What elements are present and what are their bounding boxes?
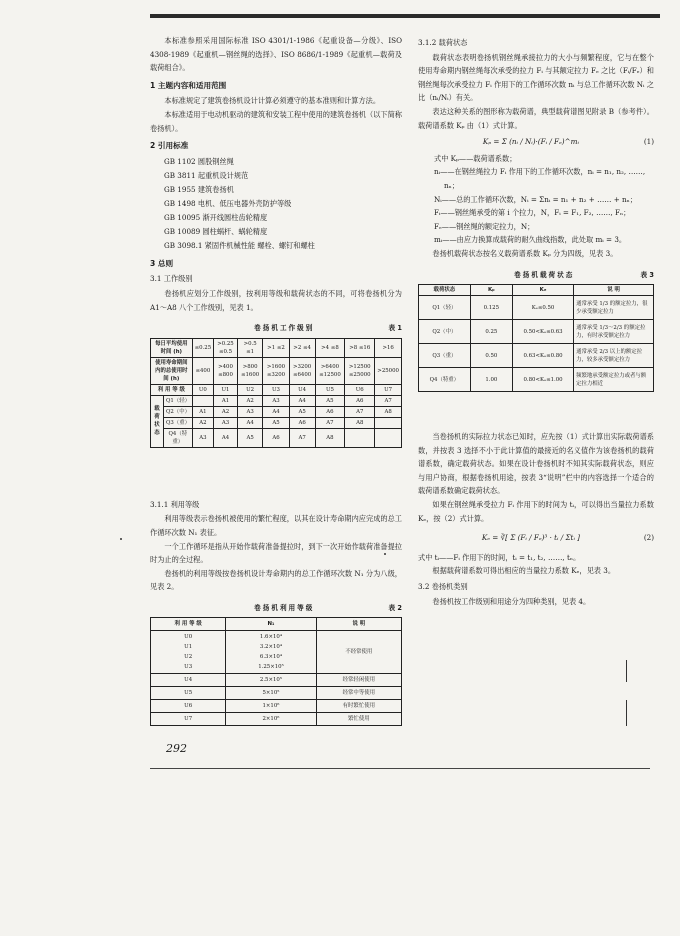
table-cell: A8 bbox=[375, 406, 402, 417]
table-cell: A3 bbox=[263, 395, 289, 406]
table-3-load-state bbox=[418, 284, 654, 392]
left-column bbox=[150, 34, 402, 726]
section-1-heading: 1 主题内容和适用范围 bbox=[150, 80, 227, 90]
cycle-value: 1.25×10⁵ bbox=[258, 664, 284, 671]
level-label: U2 bbox=[184, 654, 193, 661]
table-cell: >12500 ≤25000 bbox=[345, 357, 375, 384]
section-3-1-1-paragraph-3: 卷扬机的利用等级按卷扬机设计寿命期内的总工作循环次数 N₁ 分为八级，见表 2。 bbox=[150, 568, 402, 592]
table-cell: 通常承受 2/3 以上的额定拉力，较多承受额定拉力 bbox=[574, 344, 654, 368]
table-cell: >8 ≤16 bbox=[345, 338, 375, 357]
table-header-cell: Kₚ bbox=[470, 285, 512, 296]
standard-item: GB 3811 起重机设计规范 bbox=[164, 170, 249, 180]
level-label: U1 bbox=[184, 644, 193, 651]
table-cell: A3 bbox=[214, 417, 238, 428]
table-row bbox=[151, 674, 402, 687]
table-cell: A1 bbox=[214, 395, 238, 406]
table-cell bbox=[226, 631, 316, 674]
definition-item: Nᵢ——总的工作循环次数，Nᵢ = Σnᵢ = n₁ + n₂ + …… + nₙ； bbox=[434, 194, 637, 204]
table-cell: 经常中等使用 bbox=[316, 687, 401, 700]
section-3-1-heading: 3.1 工作级别 bbox=[150, 274, 193, 284]
section-3-1-paragraph: 卷扬机应划分工作级别，按利用等级和载荷状态的不同，可将卷扬机分为 A1～A8 八个工作级别，见表 1。 bbox=[150, 288, 402, 312]
table-cell: A4 bbox=[214, 428, 238, 447]
table-cell bbox=[151, 631, 226, 674]
table-cell: 0.63<Kₑ≤0.80 bbox=[512, 344, 573, 368]
table-row bbox=[419, 344, 654, 368]
table-cell: A5 bbox=[315, 395, 345, 406]
definition-item: mᵢ——由应力换算成载荷的耐久曲线指数，此处取 mᵢ = 3。 bbox=[434, 235, 627, 245]
section-3-1-2-paragraph-1: 载荷状态表明卷扬机钢丝绳承接拉力的大小与频繁程度，它与在整个使用寿命期内钢丝绳每次承受的拉力 Fᵢ 与其额定拉力 Fₑ 之比（Fᵢ/Fₑ）和钢丝绳每次承受拉力 Fᵢ 作用下的工作循环次数 nᵢ 与总工作循环次数 Nᵢ 之比（nᵢ/Nᵢ）有关。 bbox=[418, 52, 654, 103]
table-cell: Q3（重） bbox=[164, 417, 193, 428]
standard-item: GB 10089 圆柱蜗杆、蜗轮精度 bbox=[164, 226, 268, 236]
standard-item: GB 3098.1 紧固件机械性能 螺栓、螺钉和螺柱 bbox=[164, 240, 315, 250]
table-cell: A7 bbox=[345, 406, 375, 417]
referenced-standards-list bbox=[150, 155, 402, 253]
table-cell: 1.00 bbox=[470, 368, 512, 392]
table-cell: A5 bbox=[289, 406, 315, 417]
section-2-heading: 2 引用标准 bbox=[150, 141, 189, 151]
table-cell: U4 bbox=[151, 674, 226, 687]
table-row bbox=[151, 417, 402, 428]
table-2-caption bbox=[150, 602, 402, 616]
section-3-2-heading: 3.2 卷扬机类别 bbox=[418, 582, 468, 592]
right-column bbox=[418, 34, 654, 608]
table-cell: Kₑ≤0.50 bbox=[512, 296, 573, 320]
table-cell: U6 bbox=[151, 700, 226, 713]
table-cell: Q3（重） bbox=[419, 344, 471, 368]
table-cell: U2 bbox=[237, 384, 263, 395]
table-cell: >3200 ≤6400 bbox=[289, 357, 315, 384]
definition-item: Fᵢ——钢丝绳承受的第 i 个拉力，N，Fᵢ = F₁, F₂, ……, Fₙ； bbox=[434, 208, 631, 218]
table-cell: A5 bbox=[263, 417, 289, 428]
table-header-cell: 利 用 等 级 bbox=[151, 618, 226, 631]
table-cell: A2 bbox=[192, 417, 214, 428]
table-cell: 有时繁忙使用 bbox=[316, 700, 401, 713]
cycle-value: 1.6×10⁴ bbox=[259, 634, 283, 641]
equation-2 bbox=[418, 531, 654, 545]
table-cell: A7 bbox=[289, 428, 315, 447]
table-cell: >0.5 ≤1 bbox=[237, 338, 263, 357]
table-cell: 2.5×10⁵ bbox=[226, 674, 316, 687]
section-3-2-paragraph: 卷扬机按工作级别和用途分为四种类别，见表 4。 bbox=[432, 596, 591, 606]
table-cell: A6 bbox=[345, 395, 375, 406]
table-cell: 通常承受 1/3～2/3 的额定拉力，有时承受额定拉力 bbox=[574, 320, 654, 344]
standard-item: GB 1498 电机、低压电器外壳防护等级 bbox=[164, 198, 292, 208]
table-row bbox=[419, 320, 654, 344]
table-header-cell: Kₑ bbox=[512, 285, 573, 296]
table-cell: A7 bbox=[315, 417, 345, 428]
table-cell: >2 ≤4 bbox=[289, 338, 315, 357]
table-cell: >25000 bbox=[375, 357, 402, 384]
top-rule bbox=[150, 14, 660, 18]
table-1-number: 表 1 bbox=[388, 324, 402, 333]
table-header-cell: N₁ bbox=[226, 618, 316, 631]
table-1-title: 卷扬机工作级别 bbox=[254, 324, 315, 333]
scan-mark bbox=[626, 700, 627, 726]
table-row bbox=[151, 338, 402, 357]
table-cell: 1×10⁶ bbox=[226, 700, 316, 713]
intro-paragraph: 本标准参照采用国际标准 ISO 4301/1-1986《起重设备—分级》、ISO 4308-1989《起重机—钢丝绳的选择》、ISO 8686/1-1989《起重机—载荷及载荷组合》。 bbox=[150, 36, 402, 73]
table-cell: U0 bbox=[192, 384, 214, 395]
table-cell bbox=[345, 428, 375, 447]
equation-1-number: (1) bbox=[643, 137, 654, 147]
table-cell: Q4（特重） bbox=[419, 368, 471, 392]
table-cell: Q1（轻） bbox=[164, 395, 193, 406]
table-cell: 0.50<Kₑ≤0.63 bbox=[512, 320, 573, 344]
table-side-header: 载荷状态 bbox=[151, 395, 164, 447]
table-cell: A4 bbox=[289, 395, 315, 406]
page-number: 292 bbox=[166, 742, 187, 755]
table-cell: >1 ≤2 bbox=[263, 338, 289, 357]
table-cell: ≤400 bbox=[192, 357, 214, 384]
table-cell: >6400 ≤12500 bbox=[315, 357, 345, 384]
table-cell: A8 bbox=[345, 417, 375, 428]
table-row bbox=[419, 368, 654, 392]
bottom-rule bbox=[150, 768, 650, 769]
table-cell: >0.25 ≤0.5 bbox=[214, 338, 238, 357]
table-header-cell: 使用寿命期间内的总使用时间 (h) bbox=[151, 357, 193, 384]
table-row bbox=[151, 713, 402, 726]
section-3-1-2-paragraph-6: 根据载荷谱系数可得出相应的当量拉力系数 Kₑ，见表 3。 bbox=[432, 566, 616, 576]
table-header-cell: 利 用 等 级 bbox=[151, 384, 193, 395]
table-row bbox=[151, 406, 402, 417]
section-1-paragraph-2: 本标准适用于电动机驱动的建筑和安装工程中使用的建筑卷扬机（以下简称卷扬机）。 bbox=[150, 109, 402, 133]
table-cell: A6 bbox=[315, 406, 345, 417]
table-header-cell: 载荷状态 bbox=[419, 285, 471, 296]
table-cell: U5 bbox=[151, 687, 226, 700]
table-2-utilization bbox=[150, 617, 402, 726]
level-label: U0 bbox=[184, 634, 193, 641]
table-cell: U7 bbox=[151, 713, 226, 726]
table-cell: 0.25 bbox=[470, 320, 512, 344]
table-cell: U7 bbox=[375, 384, 402, 395]
table-cell: A4 bbox=[263, 406, 289, 417]
table-header-cell: 说 明 bbox=[316, 618, 401, 631]
table-cell: A3 bbox=[192, 428, 214, 447]
table-row bbox=[151, 395, 402, 406]
scan-mark bbox=[626, 660, 627, 682]
table-cell: A7 bbox=[375, 395, 402, 406]
section-3-1-2-paragraph-3: 卷扬机载荷状态按名义载荷谱系数 Kₚ 分为四级，见表 3。 bbox=[432, 248, 618, 258]
table-cell: U1 bbox=[214, 384, 238, 395]
table-cell: U4 bbox=[289, 384, 315, 395]
definition-item: Fₑ——钢丝绳的额定拉力，N； bbox=[434, 221, 535, 231]
table-cell: 0.125 bbox=[470, 296, 512, 320]
table-header-cell: 每日平均使用时间 (h) bbox=[151, 338, 193, 357]
equation-1 bbox=[418, 135, 654, 149]
table-row bbox=[151, 384, 402, 395]
table-2-number: 表 2 bbox=[388, 603, 402, 612]
section-3-1-1-paragraph-2: 一个工作循环是指从开始作载荷准备提拉时，到下一次开始作载荷准备提拉时为止的全过程。 bbox=[150, 541, 402, 565]
section-3-1-1-paragraph-1: 利用等级表示卷扬机被使用的繁忙程度，以其在设计寿命期内应完成的总工作循环次数 N₁ 表征。 bbox=[150, 514, 402, 537]
standard-item: GB 1955 建筑卷扬机 bbox=[164, 184, 234, 194]
table-cell bbox=[375, 417, 402, 428]
table-cell: U5 bbox=[315, 384, 345, 395]
table-cell: 不经常使用 bbox=[316, 631, 401, 674]
table-cell: 频繁地承受额定拉力或者与额定拉力相近 bbox=[574, 368, 654, 392]
table-row bbox=[151, 428, 402, 447]
table-cell: Q2（中） bbox=[164, 406, 193, 417]
table-cell: 0.50 bbox=[470, 344, 512, 368]
symbol-definitions-1 bbox=[418, 152, 654, 247]
symbol-definitions-2: 式中 tᵢ——Fᵢ 作用下的时间，tᵢ = t₁, t₂, ……, tₙ。 bbox=[418, 552, 581, 562]
equation-2-body: Kₑ = ∛[ Σ (Fᵢ / Fₑ)³ · tᵢ / Σtᵢ ] bbox=[481, 533, 580, 543]
table-cell bbox=[375, 428, 402, 447]
table-cell: A4 bbox=[237, 417, 263, 428]
table-cell: A8 bbox=[315, 428, 345, 447]
section-3-1-2-heading: 3.1.2 载荷状态 bbox=[418, 38, 468, 47]
table-cell: ≤0.25 bbox=[192, 338, 214, 357]
scan-mark bbox=[384, 553, 386, 555]
table-cell: A2 bbox=[214, 406, 238, 417]
table-cell: A5 bbox=[237, 428, 263, 447]
table-1-work-class bbox=[150, 338, 402, 448]
table-cell bbox=[192, 395, 214, 406]
table-cell: >800 ≤1600 bbox=[237, 357, 263, 384]
section-3-1-1-heading: 3.1.1 利用等级 bbox=[150, 499, 200, 509]
standard-item: GB 10095 渐开线圆柱齿轮精度 bbox=[164, 212, 268, 222]
section-3-1-2-paragraph-2: 表达这种关系的图形称为载荷谱，典型载荷谱图见附录 B（参考件）。载荷谱系数 Kₚ 由（1）式计算。 bbox=[418, 106, 654, 130]
section-3-heading: 3 总则 bbox=[150, 258, 174, 268]
table-cell: Q4（特重） bbox=[164, 428, 193, 447]
table-cell: 0.80<Kₑ≤1.00 bbox=[512, 368, 573, 392]
table-row bbox=[151, 687, 402, 700]
table-cell: 繁忙使用 bbox=[316, 713, 401, 726]
table-row bbox=[419, 285, 654, 296]
table-row bbox=[151, 618, 402, 631]
table-cell: U3 bbox=[263, 384, 289, 395]
table-cell: A3 bbox=[237, 406, 263, 417]
table-cell: A6 bbox=[289, 417, 315, 428]
table-row bbox=[419, 296, 654, 320]
table-header-cell: 说 明 bbox=[574, 285, 654, 296]
section-1-paragraph-1: 本标准规定了建筑卷扬机设计计算必须遵守的基本准则和计算方法。 bbox=[164, 96, 381, 106]
standard-item: GB 1102 圆股钢丝绳 bbox=[164, 156, 234, 166]
definition-item: 式中 Kₚ——载荷谱系数； bbox=[434, 153, 517, 163]
table-row bbox=[151, 631, 402, 674]
table-cell: >400 ≤800 bbox=[214, 357, 238, 384]
cycle-value: 6.3×10⁴ bbox=[259, 654, 283, 661]
table-cell: 经常轻闲使用 bbox=[316, 674, 401, 687]
table-row bbox=[151, 357, 402, 384]
table-3-caption bbox=[418, 269, 654, 283]
table-cell: 通常承受 1/3 的额定拉力，很少承受额定拉力 bbox=[574, 296, 654, 320]
table-2-title: 卷扬机利用等级 bbox=[254, 603, 315, 612]
table-cell: U6 bbox=[345, 384, 375, 395]
table-cell: >16 bbox=[375, 338, 402, 357]
table-cell: >1600 ≤3200 bbox=[263, 357, 289, 384]
table-cell: >4 ≤8 bbox=[315, 338, 345, 357]
cycle-value: 3.2×10⁴ bbox=[259, 644, 283, 651]
table-cell: A2 bbox=[237, 395, 263, 406]
table-cell: Q2（中） bbox=[419, 320, 471, 344]
equation-2-number: (2) bbox=[643, 533, 654, 543]
section-3-1-2-paragraph-4: 当卷扬机的实际拉力状态已知时，应先按（1）式计算出实际载荷谱系数，并按表 3 选择不小于此计算值的最接近的名义值作为该卷扬机的载荷谱系数，确定载荷状态。如果在设计卷扬机时不知其实际载荷状态，则应与用户协商，根据卷扬机用途，按表 3“说明”栏中的内容选择一个适合的载荷谱系数确定载荷状态。 bbox=[418, 432, 654, 496]
table-cell: 5×10⁵ bbox=[226, 687, 316, 700]
scan-mark bbox=[120, 538, 122, 540]
table-3-number: 表 3 bbox=[640, 270, 654, 279]
table-cell: Q1（轻） bbox=[419, 296, 471, 320]
section-3-1-2-paragraph-5: 如果在钢丝绳承受拉力 Fᵢ 作用下的时间为 tᵢ，可以得出当量拉力系数 Kₑ，按（2）式计算。 bbox=[418, 500, 654, 523]
equation-1-body: Kₚ = Σ (nᵢ / Nᵢ)·(Fᵢ / Fₑ)^mᵢ bbox=[482, 137, 579, 147]
definition-item: nᵢ——在钢丝绳拉力 Fᵢ 作用下的工作循环次数，nᵢ = n₁, n₂, ……, nₙ； bbox=[434, 167, 646, 190]
table-1-caption bbox=[150, 322, 402, 336]
level-label: U3 bbox=[184, 664, 193, 671]
table-row bbox=[151, 700, 402, 713]
table-cell: A1 bbox=[192, 406, 214, 417]
table-3-title: 卷扬机载荷状态 bbox=[514, 270, 575, 279]
table-cell: 2×10⁶ bbox=[226, 713, 316, 726]
table-cell: A6 bbox=[263, 428, 289, 447]
